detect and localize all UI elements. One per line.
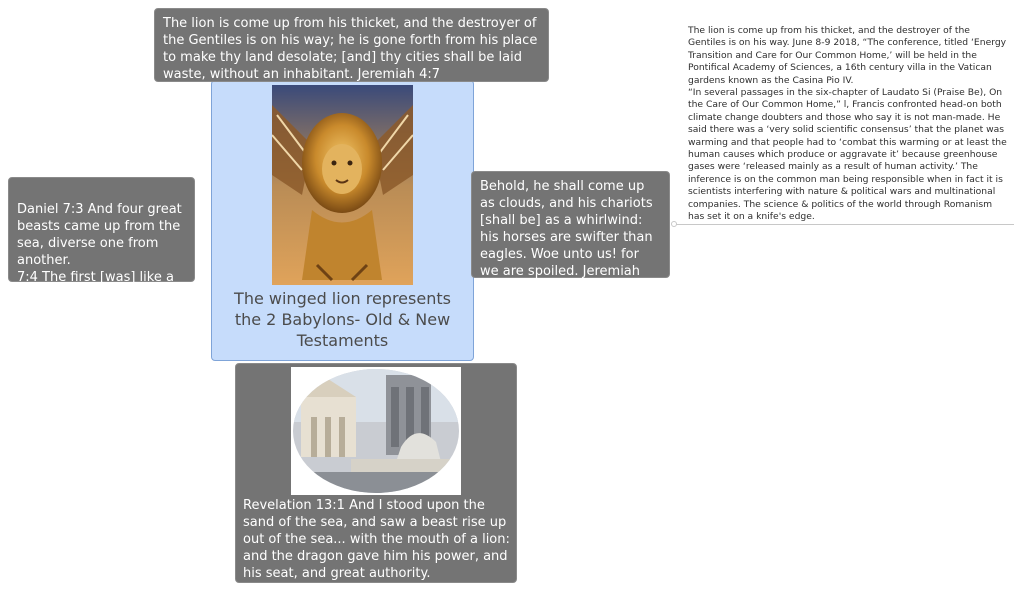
note-divider (676, 224, 1014, 225)
node-jeremiah-4-13-text: Behold, he shall come up as clouds, and his chariots [shall be] as a whirlwind: his horses are swifter than eagles. Woe unto us! for we are spoiled. Jeremiah 4:13 (480, 179, 653, 296)
note-connector-icon[interactable] (671, 221, 677, 227)
node-revelation-13-1[interactable] (235, 363, 517, 583)
node-jeremiah-4-7-text: The lion is come up from his thicket, and the destroyer of the Gentiles is on his way; he is gone forth from his place to make thy land desolate; [and] thy cities shall be laid waste, without an inhabitant. Jeremiah 4:7 (163, 16, 538, 82)
node-revelation-13-1-text: Revelation 13:1 And I stood upon the sand of the sea, and saw a beast rise up out of the sea... with the mouth of a lion: and the dragon gave him his power, and his seat, and great authority. (243, 498, 510, 581)
winged-lion-image (272, 85, 413, 285)
central-topic[interactable] (211, 80, 474, 361)
note-text: The lion is come up from his thicket, and the destroyer of the Gentiles is on his way. June 8-9 2018, “The conference, titled ‘Energy Transition and Care for Our Common Home,’ will be held in the Pontifical Academy of Sciences, a 16th century villa in the Vatican gardens known as the Casina Pio IV. “In several passages in the six-chapter of Laudato Si (Praise Be), On the Care of Our Common Home,” l, Francis confronted head-on both climate change doubters and those who say it is not man-made. He said there was a ‘very solid scientific consensus’ that the planet was warming and that people had to ‘combat this warming or at least the human causes which produce or aggravate it’ because greenhouse gases were ‘released mainly as a result of human activity.’ The inference is on the common man being responsible when in fact it is scientists interfering with nature & political wars and multinational companies. The science & politics of the world through Romanism has set it on a knife's edge. (688, 25, 1007, 223)
node-daniel-7-3[interactable] (8, 177, 195, 319)
node-jeremiah-4-13[interactable] (471, 171, 670, 296)
node-jeremiah-4-7[interactable] (154, 8, 549, 82)
rome-piazza-lion-fountain-image (291, 367, 461, 495)
node-daniel-7-3-text: Daniel 7:3 And four great beasts came up from the sea, diverse one from another. 7:4 The first [was] like a lion, and had eagle's wings: (17, 202, 182, 319)
central-topic-label: The winged lion represents the 2 Babylons- Old & New Testaments (234, 289, 451, 350)
